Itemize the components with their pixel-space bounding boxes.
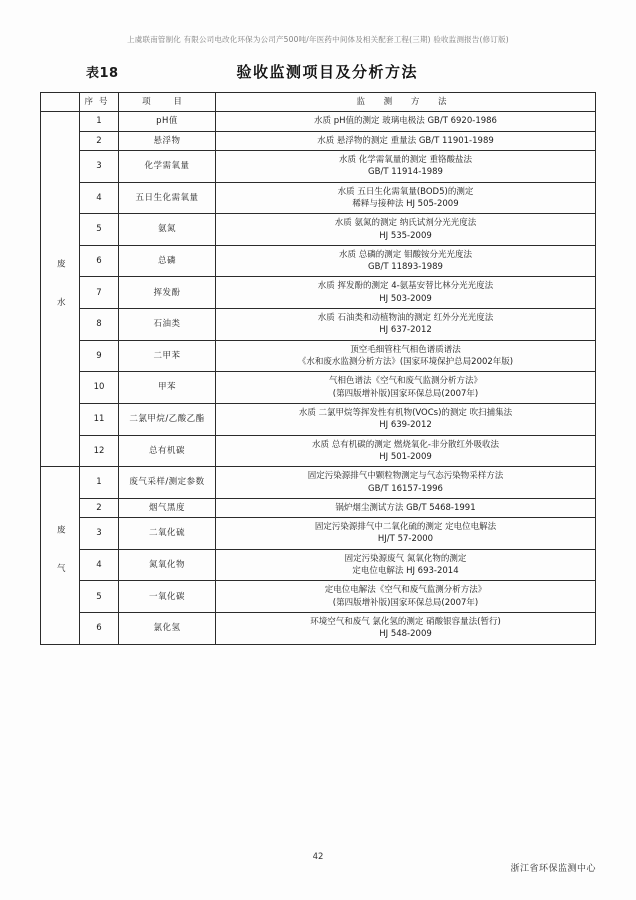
row-method	[216, 467, 596, 499]
row-item: 总有机碳	[119, 435, 216, 467]
row-method	[216, 182, 596, 214]
row-item: pH值	[119, 112, 216, 131]
method-line: 固定污染源排气中二氧化硫的测定 定电位电解法	[314, 522, 497, 533]
table-row	[41, 549, 596, 581]
row-no: 5	[80, 581, 119, 613]
row-no: 3	[80, 518, 119, 550]
row-no: 6	[80, 245, 119, 277]
row-method	[216, 498, 596, 517]
row-no: 5	[80, 214, 119, 246]
row-method	[216, 309, 596, 341]
table-row	[41, 372, 596, 404]
row-item: 二甲苯	[119, 340, 216, 372]
row-item: 氮氧化物	[119, 549, 216, 581]
row-item: 化学需氧量	[119, 150, 216, 182]
method-line: 水质 总有机碳的测定 燃烧氧化-非分散红外吸收法	[312, 439, 499, 450]
method-line: 环境空气和废气 氯化氢的测定 硝酸银容量法(暂行)	[310, 617, 501, 627]
table-row	[41, 518, 596, 550]
row-item: 废气采样/测定参数	[119, 467, 216, 499]
group-label-text: 废 气	[55, 524, 66, 582]
row-no: 1	[80, 467, 119, 499]
page-number: 42	[312, 852, 324, 862]
row-no: 1	[80, 112, 119, 131]
table-caption	[40, 61, 596, 82]
row-method	[216, 549, 596, 581]
row-item: 石油类	[119, 309, 216, 341]
method-line: GB/T 16157-1996	[368, 483, 443, 494]
method-line: 固定污染源废气 氮氧化物的测定	[344, 553, 467, 564]
method-line: HJ 548-2009	[379, 629, 432, 640]
method-line: 水质 石油类和动植物油的测定 红外分光光度法	[317, 313, 494, 324]
row-method	[216, 112, 596, 131]
row-method	[216, 277, 596, 309]
row-no: 9	[80, 340, 119, 372]
method-line: 水质 悬浮物的测定 重量法 GB/T 11901-1989	[317, 135, 494, 146]
row-method	[216, 435, 596, 467]
row-no: 3	[80, 150, 119, 182]
header-no: 序号	[80, 93, 119, 112]
method-line: HJ/T 57-2000	[377, 534, 434, 545]
method-line: GB/T 11893-1989	[368, 262, 443, 273]
table-row	[41, 309, 596, 341]
method-line: HJ 637-2012	[379, 325, 432, 336]
table-row	[41, 182, 596, 214]
method-line: 稀释与接种法 HJ 505-2009	[352, 198, 459, 209]
method-line: GB/T 11914-1989	[368, 167, 443, 178]
row-method	[216, 245, 596, 277]
table-row	[41, 131, 596, 150]
row-item: 悬浮物	[119, 131, 216, 150]
table-row	[41, 498, 596, 517]
header-method: 监 测 方 法	[216, 93, 596, 112]
monitoring-methods-table	[40, 92, 596, 645]
row-item: 五日生化需氧量	[119, 182, 216, 214]
method-line: 《水和废水监测分析方法》(国家环境保护总局2002年版)	[297, 357, 514, 367]
method-line: 水质 pH值的测定 玻璃电极法 GB/T 6920-1986	[314, 116, 497, 127]
method-line: 锅炉烟尘测试方法 GB/T 5468-1991	[335, 502, 476, 513]
table-row	[41, 112, 596, 131]
row-item: 一氧化碳	[119, 581, 216, 613]
row-method	[216, 340, 596, 372]
row-item: 二氯甲烷/乙酸乙酯	[119, 403, 216, 435]
table-label: 表18	[86, 66, 119, 81]
row-no: 7	[80, 277, 119, 309]
table-row	[41, 613, 596, 645]
method-line: HJ 503-2009	[379, 293, 432, 304]
row-method	[216, 581, 596, 613]
row-no: 12	[80, 435, 119, 467]
method-line: 水质 五日生化需氧量(BOD5)的测定	[337, 186, 474, 197]
table-row	[41, 403, 596, 435]
row-no: 11	[80, 403, 119, 435]
row-item: 二氧化硫	[119, 518, 216, 550]
row-method	[216, 518, 596, 550]
method-line: 水质 化学需氧量的测定 重铬酸盐法	[339, 154, 472, 165]
header-group	[41, 93, 80, 112]
row-item: 氨氮	[119, 214, 216, 246]
method-line: (第四版增补版)国家环保总局(2007年)	[332, 597, 479, 608]
row-no: 4	[80, 549, 119, 581]
row-item: 挥发酚	[119, 277, 216, 309]
method-line: (第四版增补版)国家环保总局(2007年)	[332, 388, 479, 399]
row-method	[216, 131, 596, 150]
table-row	[41, 340, 596, 372]
row-method	[216, 403, 596, 435]
method-line: 水质 二氯甲烷等挥发性有机物(VOCs)的测定 吹扫捕集法	[298, 407, 513, 418]
method-line: 固定污染源排气中颗粒物测定与气态污染物采样方法	[307, 471, 504, 482]
row-method	[216, 613, 596, 645]
row-no: 4	[80, 182, 119, 214]
method-line: 定电位电解法《空气和废气监测分析方法》	[324, 585, 487, 596]
method-line: 顶空毛细管柱气相色谱质谱法	[350, 344, 461, 355]
row-method	[216, 150, 596, 182]
group-label-wastewater	[41, 112, 80, 467]
header-item: 项 目	[119, 93, 216, 112]
table-row	[41, 245, 596, 277]
table-row	[41, 581, 596, 613]
row-method	[216, 214, 596, 246]
method-line: 水质 总磷的测定 钼酸铵分光光度法	[339, 249, 472, 260]
table-row	[41, 435, 596, 467]
running-header: 上虞联南管制化 有限公司电改化环保为公司产500吨/年医药中间体及相关配套工程(三期) 验收监测报告(修订版)	[127, 35, 509, 44]
table-row	[41, 214, 596, 246]
footer-organization: 浙江省环保监测中心	[510, 864, 596, 874]
table-header-row	[41, 93, 596, 112]
page-footer	[40, 852, 596, 874]
method-line: 水质 氨氮的测定 纳氏试剂分光光度法	[334, 218, 477, 229]
method-line: HJ 535-2009	[379, 230, 432, 241]
row-item: 氯化氢	[119, 613, 216, 645]
table-body	[41, 93, 596, 645]
group-label-text: 废 水	[55, 258, 66, 316]
table-title: 验收监测项目及分析方法	[236, 63, 419, 81]
row-no: 8	[80, 309, 119, 341]
row-no: 6	[80, 613, 119, 645]
row-item: 烟气黑度	[119, 498, 216, 517]
row-no: 10	[80, 372, 119, 404]
method-line: 气相色谱法《空气和废气监测分析方法》	[328, 376, 482, 387]
table-row	[41, 277, 596, 309]
row-no: 2	[80, 498, 119, 517]
group-label-waste-gas	[41, 467, 80, 644]
row-no: 2	[80, 131, 119, 150]
table-row	[41, 150, 596, 182]
method-line: 定电位电解法 HJ 693-2014	[352, 566, 459, 577]
row-item: 总磷	[119, 245, 216, 277]
method-line: HJ 639-2012	[379, 420, 432, 431]
method-line: HJ 501-2009	[379, 451, 432, 462]
row-item: 甲苯	[119, 372, 216, 404]
table-row	[41, 467, 596, 499]
method-line: 水质 挥发酚的测定 4-氨基安替比林分光光度法	[317, 281, 494, 292]
row-method	[216, 372, 596, 404]
